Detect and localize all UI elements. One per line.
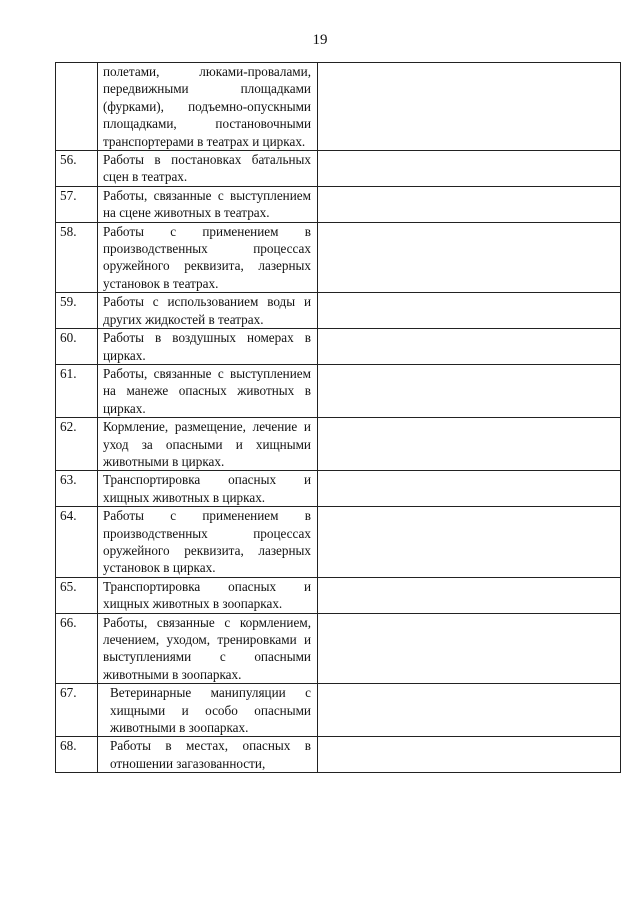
row-number: 66.: [56, 613, 98, 684]
row-empty-cell: [318, 613, 621, 684]
table-row: [56, 293, 621, 329]
table-row: [56, 186, 621, 222]
table-row: [56, 364, 621, 417]
table-row: [56, 329, 621, 365]
row-text: Кормление, размещение, лечение и уход за опасными и хищными животными в цирках.: [98, 418, 318, 471]
table-row: [56, 737, 621, 773]
row-empty-cell: [318, 577, 621, 613]
row-number: 63.: [56, 471, 98, 507]
table-row: [56, 63, 621, 151]
row-number: 59.: [56, 293, 98, 329]
row-number: 62.: [56, 418, 98, 471]
row-number: 57.: [56, 186, 98, 222]
row-text: Работы, связанные с выступлением на сцене животных в театрах.: [98, 186, 318, 222]
row-empty-cell: [318, 684, 621, 737]
row-text: полетами, люками-провалами, передвижными площадками (фурками), подъемно-опускными площадками, постановочными транспортерами в театрах и цирках.: [98, 63, 318, 151]
row-number: 68.: [56, 737, 98, 773]
table-row: [56, 222, 621, 293]
row-text: Работы с использованием воды и других жидкостей в театрах.: [98, 293, 318, 329]
row-text: Работы в местах, опасных в отношении загазованности,: [98, 737, 318, 773]
row-text: Работы, связанные с выступлением на манеже опасных животных в цирках.: [98, 364, 318, 417]
table-row: [56, 151, 621, 187]
row-number: 67.: [56, 684, 98, 737]
row-empty-cell: [318, 329, 621, 365]
table-row: [56, 613, 621, 684]
table-row: [56, 507, 621, 578]
row-number: 65.: [56, 577, 98, 613]
row-text: Работы с применением в производственных процессах оружейного реквизита, лазерных установок в цирках.: [98, 507, 318, 578]
row-empty-cell: [318, 151, 621, 187]
row-text: Работы с применением в производственных процессах оружейного реквизита, лазерных установок в театрах.: [98, 222, 318, 293]
jobs-table: [55, 62, 621, 773]
row-empty-cell: [318, 63, 621, 151]
row-empty-cell: [318, 186, 621, 222]
row-number: 58.: [56, 222, 98, 293]
row-empty-cell: [318, 471, 621, 507]
table-row: [56, 684, 621, 737]
row-text: Работы в постановках батальных сцен в театрах.: [98, 151, 318, 187]
row-empty-cell: [318, 507, 621, 578]
row-number: 56.: [56, 151, 98, 187]
row-empty-cell: [318, 418, 621, 471]
row-text: Работы в воздушных номерах в цирках.: [98, 329, 318, 365]
row-empty-cell: [318, 293, 621, 329]
row-text: Работы, связанные с кормлением, лечением, уходом, тренировками и выступлениями с опасными животными в зоопарках.: [98, 613, 318, 684]
table-row: [56, 418, 621, 471]
row-text: Ветеринарные манипуляции с хищными и особо опасными животными в зоопарках.: [98, 684, 318, 737]
row-empty-cell: [318, 364, 621, 417]
row-text: Транспортировка опасных и хищных животных в цирках.: [98, 471, 318, 507]
row-number: 60.: [56, 329, 98, 365]
row-number: 64.: [56, 507, 98, 578]
row-number: [56, 63, 98, 151]
page-number: 19: [312, 32, 328, 48]
row-empty-cell: [318, 222, 621, 293]
row-empty-cell: [318, 737, 621, 773]
table-row: [56, 577, 621, 613]
table-row: [56, 471, 621, 507]
row-text: Транспортировка опасных и хищных животных в зоопарках.: [98, 577, 318, 613]
row-number: 61.: [56, 364, 98, 417]
